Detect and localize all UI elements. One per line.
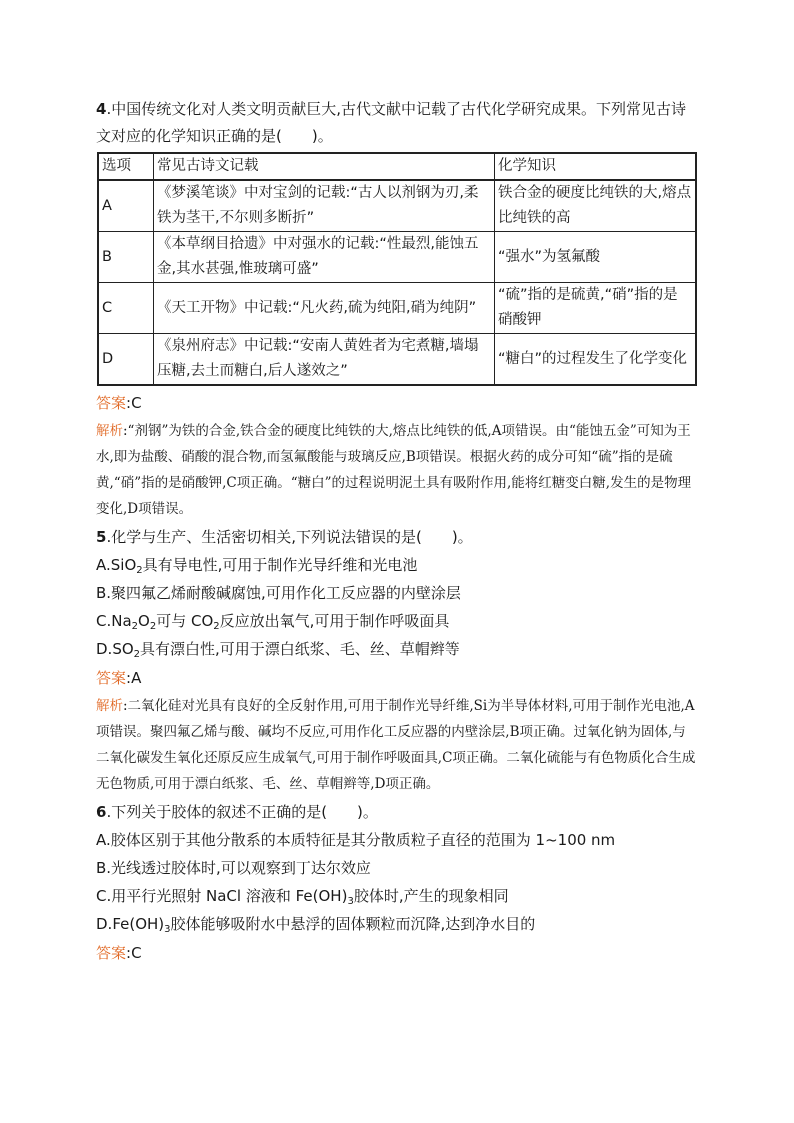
row-knowledge: “糖白”的过程发生了化学变化 [495, 334, 697, 386]
option-d: $D.Fe(OH)_3$胶体能够吸附水中悬浮的固体颗粒而沉降,达到净水目的 [96, 915, 536, 935]
document-page [96, 96, 698, 966]
table-header-row [98, 153, 696, 180]
question-text: .化学与生产、生活密切相关,下列说法错误的是( )。 [106, 528, 473, 546]
answer-value: :A [126, 669, 142, 687]
question-text: .中国传统文化对人类文明贡献巨大,古代文献中记载了古代化学研究成果。下列常见古诗文对应的化学知识正确的是( )。 [96, 100, 686, 145]
row-option: C [98, 283, 154, 334]
answer-value: :C [126, 394, 142, 412]
option-b: B.光线透过胶体时,可以观察到丁达尔效应 [96, 859, 371, 877]
option-d: $D.SO_2$具有漂白性,可用于漂白纸浆、毛、丝、草帽辫等 [96, 640, 460, 660]
row-knowledge: 铁合金的硬度比纯铁的大,熔点比纯铁的高 [495, 180, 697, 232]
question-number: 4 [96, 100, 107, 118]
row-knowledge: “强水”为氢氟酸 [495, 232, 697, 283]
answer-label: 答案 [96, 394, 127, 412]
row-record: 《本草纲目拾遗》中对强水的记载:“性最烈,能蚀五金,其水甚强,惟玻璃可盛” [154, 232, 495, 283]
explanation-5 [96, 693, 698, 797]
row-record: 《天工开物》中记载:“凡火药,硫为纯阳,硝为纯阴” [154, 283, 495, 334]
table-row [98, 180, 696, 232]
question-number: 6 [96, 803, 107, 821]
row-knowledge: “硫”指的是硫黄,“硝”指的是硝酸钾 [495, 283, 697, 334]
answer-4 [96, 390, 698, 416]
question-5-stem [96, 524, 698, 551]
table-row [98, 283, 696, 334]
poem-chemistry-table [97, 152, 697, 386]
explanation-label: 解析 [96, 423, 123, 439]
question-text: .下列关于胶体的叙述不正确的是( )。 [106, 803, 378, 821]
answer-6 [96, 940, 698, 966]
table-row [98, 334, 696, 386]
explanation-text: :二氧化硅对光具有良好的全反射作用,可用于制作光导纤维,Si为半导体材料,可用于制作光电池,A项错误。聚四氟乙烯与酸、碱均不反应,可用作化工反应器的内壁涂层,B项正确。过氧化钠为固体,与二氧化碳发生氧化还原反应生成氧气,可用于制作呼吸面具,C项正确。二氧化硫能与有色物质化合生成无色物质,可用于漂白纸浆、毛、丝、草帽辫等,D项正确。 [96, 698, 696, 792]
row-record: 《梦溪笔谈》中对宝剑的记载:“古人以剂钢为刃,柔铁为茎干,不尔则多断折” [154, 180, 495, 232]
row-option: D [98, 334, 154, 386]
option-a: A.胶体区别于其他分散系的本质特征是其分散质粒子直径的范围为 1~100 nm [96, 831, 616, 849]
option-c: $C.Na_2O_2$可与 $CO_2$反应放出氧气,可用于制作呼吸面具 [96, 612, 450, 632]
row-option: A [98, 180, 154, 232]
answer-label: 答案 [96, 944, 127, 962]
option-a: A.SiO$_2$具有导电性,可用于制作光导纤维和光电池 [96, 556, 418, 576]
table-row [98, 232, 696, 283]
row-record: 《泉州府志》中记载:“安南人黄姓者为宅煮糖,墙塌压糖,去土而糖白,后人遂效之” [154, 334, 495, 386]
header-option: 选项 [98, 153, 154, 180]
answer-value: :C [126, 944, 142, 962]
question-6-stem [96, 799, 698, 826]
answer-5 [96, 665, 698, 691]
question-number: 5 [96, 528, 107, 546]
header-knowledge: 化学知识 [495, 153, 697, 180]
answer-label: 答案 [96, 669, 127, 687]
explanation-4 [96, 418, 698, 522]
explanation-text: :“剂钢”为铁的合金,铁合金的硬度比纯铁的大,熔点比纯铁的低,A项错误。由“能蚀五金”可知为王水,即为盐酸、硝酸的混合物,而氢氟酸能与玻璃反应,B项错误。根据火药的成分可知“硫”指的是硫黄,“硝”指的是硝酸钾,C项正确。“糖白”的过程说明泥土具有吸附作用,能将红糖变白糖,发生的是物理变化,D项错误。 [96, 423, 692, 517]
option-c: C.用平行光照射 NaCl 溶液和 $Fe(OH)_3$胶体时,产生的现象相同 [96, 887, 509, 907]
question-4-stem [96, 96, 698, 150]
explanation-label: 解析 [96, 698, 123, 714]
header-record: 常见古诗文记载 [154, 153, 495, 180]
row-option: B [98, 232, 154, 283]
option-b: B.聚四氟乙烯耐酸碱腐蚀,可用作化工反应器的内壁涂层 [96, 584, 461, 602]
